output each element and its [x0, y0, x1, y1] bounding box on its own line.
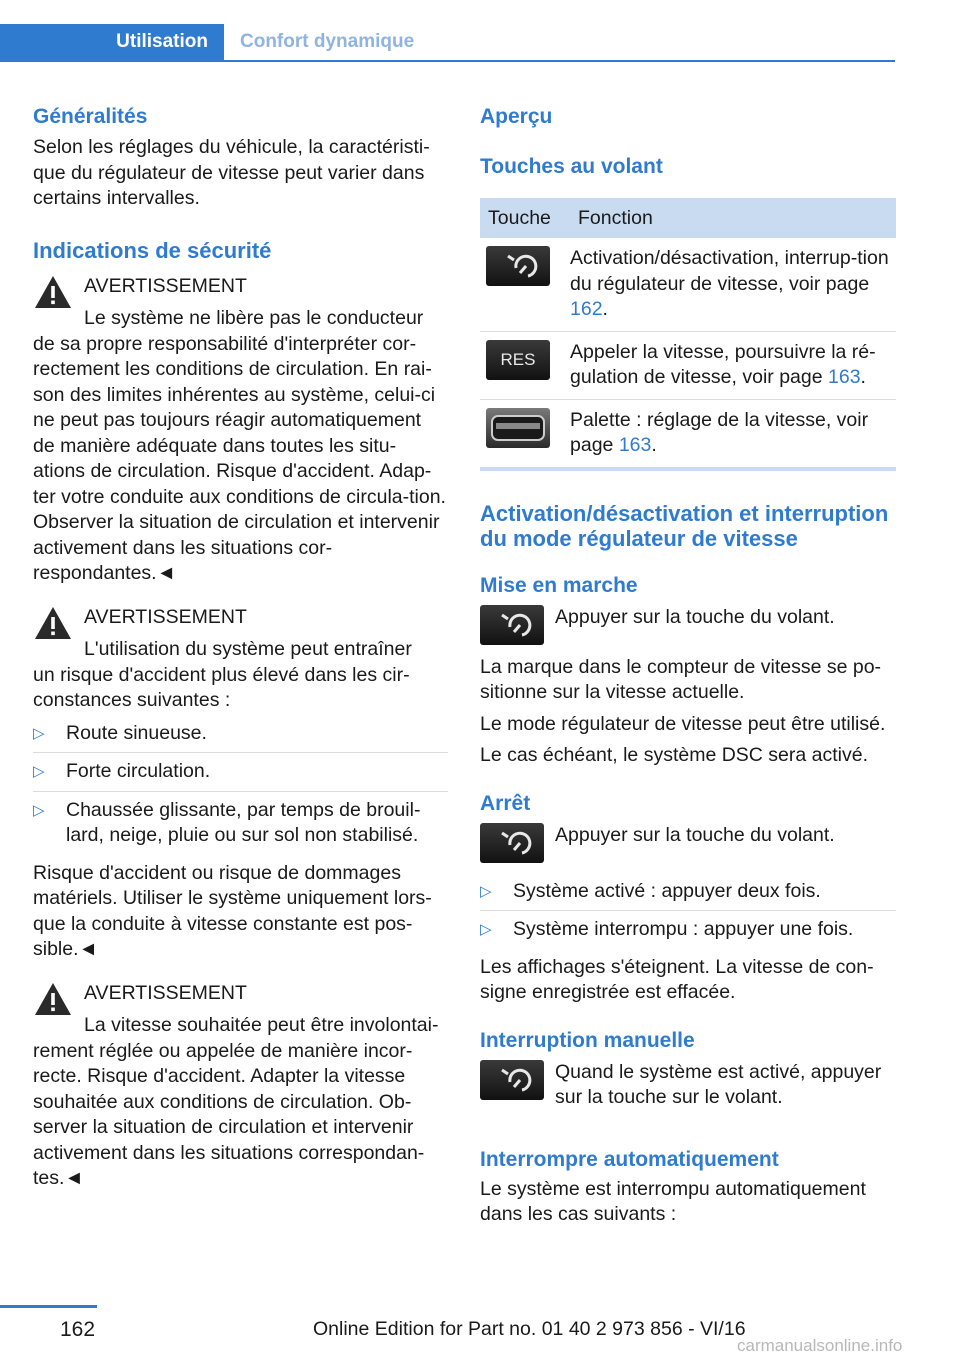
arret-text: Les affichages s'éteignent. La vitesse de con-signe enregistrée est effacée. [480, 955, 874, 1003]
warning-text: un risque d'accident plus élevé dans les cir-constances suivantes : [33, 663, 410, 711]
section-title-interrompre-auto: Interrompre automatiquement [480, 1147, 779, 1171]
mise-text-3: Le cas échéant, le système DSC sera activé. [480, 744, 869, 766]
section-title-arret: Arrêt [480, 791, 531, 815]
warning-text-first: Le système ne libère pas le conducteur [84, 307, 424, 329]
list-item: ▷ Route sinueuse. [33, 721, 448, 754]
triangle-bullet-icon: ▷ [33, 724, 45, 742]
list-item: ▷ Système interrompu : appuyer une fois. [480, 917, 896, 949]
arret-bullet-list [480, 879, 896, 949]
res-button-icon: RES [486, 340, 550, 380]
warning-text-first: L'utilisation du système peut entraîner [84, 638, 412, 660]
right-column [480, 100, 896, 1228]
warning-triangle-icon [33, 274, 73, 310]
auto-text: Le système est interrompu automatiquement dans les cas suivants : [480, 1177, 866, 1225]
risk-text: Risque d'accident ou risque de dommages matériels. Utiliser le système uniquement lors-que la conduite à vitesse constante est pos-sible.◄ [33, 861, 432, 960]
mise-en-marche-row: Appuyer sur la touche du volant. [480, 605, 896, 647]
table-row: Palette : réglage de la vitesse, voir page 163. [480, 399, 896, 469]
section-title-securite: Indications de sécurité [33, 237, 272, 263]
warning-text-first: La vitesse souhaitée peut être involontai- [84, 1014, 439, 1036]
footer-divider [0, 1305, 97, 1308]
warning-text: rement réglée ou appelée de manière incor-recte. Risque d'accident. Adapter la vitesse souhaitée aux conditions de circulation. Ob-server la situation de circulation et intervenir activement dans les situations correspondan-tes.◄ [33, 1039, 425, 1189]
table-header-row [480, 198, 896, 238]
warning-block-2 [33, 605, 448, 663]
triangle-bullet-icon: ▷ [480, 921, 492, 938]
warning-label: AVERTISSEMENT [84, 605, 247, 628]
tab-utilisation[interactable]: Utilisation [0, 24, 224, 60]
column-header-touche: Touche [480, 198, 570, 238]
warning-label: AVERTISSEMENT [84, 981, 247, 1004]
column-header-fonction: Fonction [570, 198, 896, 238]
risk-bullet-list [33, 721, 448, 855]
page-link-163[interactable]: 163 [618, 434, 652, 456]
triangle-bullet-icon: ▷ [480, 882, 492, 900]
section-title-touches: Touches au volant [480, 155, 663, 178]
cruise-on-off-button-icon [480, 1060, 544, 1100]
section-title-mise-en-marche: Mise en marche [480, 573, 638, 597]
triangle-bullet-icon: ▷ [33, 801, 45, 819]
list-item: ▷ Forte circulation. [33, 759, 448, 792]
manuelle-row: Quand le système est activé, appuyer sur la touche sur le volant. [480, 1060, 896, 1111]
tab-confort-dynamique[interactable]: Confort dynamique [224, 24, 414, 60]
section-title-generalites: Généralités [33, 105, 148, 128]
warning-block-1 [33, 274, 448, 332]
warning-triangle-icon [33, 981, 73, 1017]
cruise-on-off-button-icon [480, 605, 544, 645]
edition-text: Online Edition for Part no. 01 40 2 973 856 - VI/16 [313, 1318, 746, 1340]
mise-text-2: Le mode régulateur de vitesse peut être utilisé. [480, 712, 886, 735]
page-number: 162 [60, 1318, 96, 1341]
cruise-on-off-button-icon [480, 823, 544, 863]
section-title-interruption-manuelle: Interruption manuelle [480, 1028, 695, 1052]
page-link-162[interactable]: 162 [570, 298, 603, 320]
section-title-activation: Activation/désactivation et interruption du mode régulateur de vitesse [480, 500, 889, 551]
page-link-163[interactable]: 163 [828, 366, 861, 388]
table-row: Activation/désactivation, interrup-tion du régulateur de vitesse, voir page 162. [480, 238, 896, 331]
warning-text: de sa propre responsabilité d'interpréter cor-rectement les conditions de circulation. En rai-son des limites inhérentes au système, celui-ci ne peut pas toujours réagir automatiquement de manière adéquate dans toutes les situ-ations de circulation. Risque d'accident. Adap-ter votre conduite aux conditions de circula-tion. Observer la situation de circulation et intervenir activement dans les situations cor-respondantes.◄ [33, 332, 446, 584]
header-bar [0, 24, 895, 62]
left-column [33, 100, 448, 1192]
list-item: ▷ Chaussée glissante, par temps de brouil-lard, neige, pluie ou sur sol non stabilisé. [33, 798, 421, 846]
rocker-switch-icon [486, 408, 550, 448]
watermark: carmanualsonline.info [737, 1336, 903, 1355]
warning-block-3 [33, 981, 448, 1039]
cruise-on-off-button-icon [486, 246, 550, 286]
triangle-bullet-icon: ▷ [33, 763, 45, 780]
arret-row: Appuyer sur la touche du volant. [480, 823, 896, 865]
section-title-apercu: Aperçu [480, 105, 553, 128]
list-item: ▷ Système activé : appuyer deux fois. [480, 879, 896, 912]
warning-label: AVERTISSEMENT [84, 274, 247, 297]
steering-buttons-table [480, 198, 896, 471]
warning-triangle-icon [33, 605, 73, 641]
table-row: RES Appeler la vitesse, poursuivre la ré-gulation de vitesse, voir page 163. [480, 331, 896, 399]
mise-text-1: La marque dans le compteur de vitesse se po-sitionne sur la vitesse actuelle. [480, 655, 882, 703]
generalites-text: Selon les réglages du véhicule, la caractéristi-que du régulateur de vitesse peut varier dans certains intervalles. [33, 136, 430, 209]
